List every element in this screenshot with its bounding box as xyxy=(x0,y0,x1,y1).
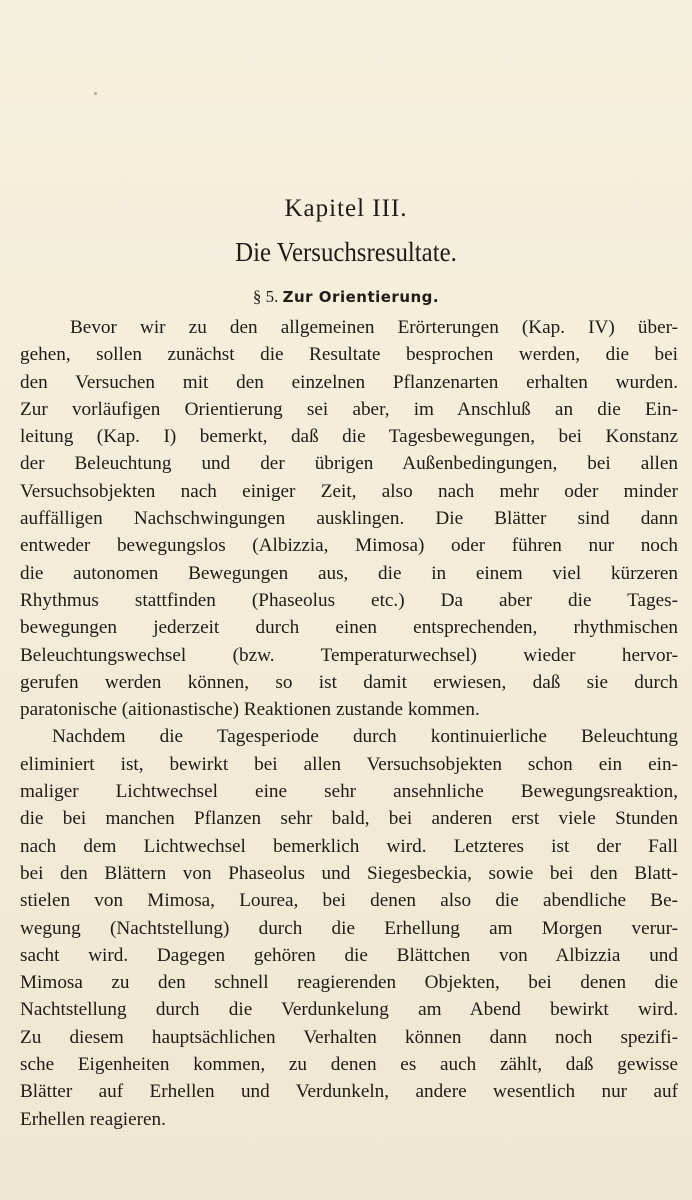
text-line: sacht wird. Dagegen gehören die Blättchen von Albizzia und xyxy=(20,944,678,966)
text-line: wegung (Nachtstellung) durch die Erhellung am Morgen verur- xyxy=(20,917,678,939)
section-heading xyxy=(0,284,692,310)
text-line: leitung (Kap. I) bemerkt, daß die Tagesbewegungen, bei Konstanz xyxy=(20,426,678,448)
text-line: der Beleuchtung und der übrigen Außenbedingungen, bei allen xyxy=(20,453,678,475)
chapter-heading: Kapitel III. xyxy=(284,195,408,222)
text-line: Beleuchtungswechsel (bzw. Temperaturwechsel) wieder hervor- xyxy=(20,644,678,666)
text-line: auffälligen Nachschwingungen ausklingen. Die Blätter sind dann xyxy=(20,508,678,530)
text-line: bei den Blättern von Phaseolus und Siegesbeckia, sowie bei den Blatt- xyxy=(20,862,678,884)
paragraph-1 xyxy=(20,314,678,723)
text-line: Nachtstellung durch die Verdunkelung am Abend bewirkt wird. xyxy=(20,999,678,1021)
text-line: die autonomen Bewegungen aus, die in einem viel kürzeren xyxy=(20,562,678,584)
text-line: stielen von Mimosa, Lourea, bei denen also die abendliche Be- xyxy=(20,890,678,912)
text-line: eliminiert ist, bewirkt bei allen Versuchsobjekten schon ein ein- xyxy=(20,753,678,775)
text-line: Mimosa zu den schnell reagierenden Objekten, bei denen die xyxy=(20,972,678,994)
text-line: Versuchsobjekten nach einiger Zeit, also nach mehr oder minder xyxy=(20,480,678,502)
text-line: gerufen werden können, so ist damit erwiesen, daß sie durch xyxy=(20,671,678,693)
text-line: entweder bewegungslos (Albizzia, Mimosa) oder führen nur noch xyxy=(20,535,678,557)
section-title: Zur Orientierung. xyxy=(282,288,440,306)
chapter-title: Die Versuchsresultate. xyxy=(235,237,457,267)
text-line: paratonische (aitionastische) Reaktionen zustande kommen. xyxy=(20,699,480,721)
text-line: Nachdem die Tagesperiode durch kontinuierliche Beleuchtung xyxy=(52,726,678,748)
section-number: § 5. xyxy=(252,287,279,306)
text-line: Bevor wir zu den allgemeinen Erörterungen (Kap. IV) über- xyxy=(70,317,678,338)
text-line: die bei manchen Pflanzen sehr bald, bei anderen erst viele Stunden xyxy=(20,808,678,830)
text-line: sche Eigenheiten kommen, zu denen es auch zählt, daß gewisse xyxy=(20,1054,678,1076)
text-line: den Versuchen mit den einzelnen Pflanzenarten erhalten wurden. xyxy=(20,371,678,393)
paragraph-2 xyxy=(20,723,678,1132)
text-line: Blätter auf Erhellen und Verdunkeln, andere wesentlich nur auf xyxy=(20,1081,678,1103)
text-line: gehen, sollen zunächst die Resultate besprochen werden, die bei xyxy=(20,344,678,366)
text-line: Rhythmus stattfinden (Phaseolus etc.) Da aber die Tages- xyxy=(20,589,678,611)
text-line: Zu diesem hauptsächlichen Verhalten können dann noch spezifi- xyxy=(20,1026,678,1048)
paper-speck xyxy=(94,92,97,95)
text-line: Erhellen reagieren. xyxy=(20,1108,166,1130)
text-line: Zur vorläufigen Orientierung sei aber, im Anschluß an die Ein- xyxy=(20,398,678,420)
text-line: maliger Lichtwechsel eine sehr ansehnliche Bewegungsreaktion, xyxy=(20,781,678,803)
text-line: bewegungen jederzeit durch einen entsprechenden, rhythmischen xyxy=(20,617,678,639)
body-text xyxy=(20,314,678,1133)
text-line: nach dem Lichtwechsel bemerklich wird. Letzteres ist der Fall xyxy=(20,835,678,857)
